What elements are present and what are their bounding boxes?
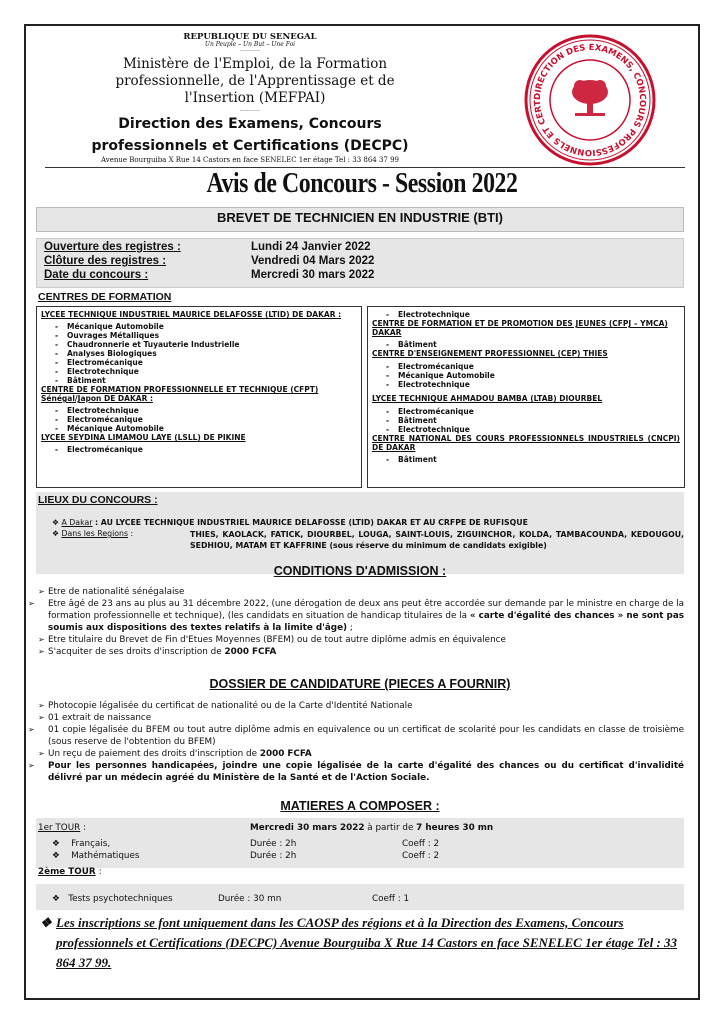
list-item: - Electromécanique [41,415,357,424]
list-item: ➢ Etre de nationalité sénégalaise [38,587,185,597]
lieux-regions-text: THIES, KAOLACK, FATICK, DIOURBEL, LOUGA, SAINT-LOUIS, ZIGUINCHOR, KOLDA, TAMBACOUNDA, KEDOUGOU, SEDHIOU, MATAM ET KAFFRINE (sous réserve du minimum de candidats exigible) [190,530,684,550]
list-item: ➢ S'acquiter de ses droits d'inscription de 2000 FCFA [38,647,277,657]
centre-name: CENTRE NATIONAL DES COURS PROFESSIONNELS INDUSTRIELS (CNCPI) DE DAKAR [372,434,680,452]
republic-heading: REPUBLIQUE DU SENEGAL [183,32,317,42]
lieux-title: LIEUX DU CONCOURS : [38,494,158,506]
centre-name: LYCEE TECHNIQUE AHMADOU BAMBA (LTAB) DIOURBEL [372,394,603,403]
direction-line-1: Direction des Examens, Concours [118,116,382,132]
list-item: ➢ 01 copie légalisée du BFEM ou tout autre diplôme admis en equivalence ou un certificat de scolarité pour les candidats en classe de troisième (sous reserve de l'obtention du BFEM) [28,725,684,747]
centre-name: LYCEE SEYDINA LIMAMOU LAYE (LSLL) DE PIKINE [41,433,246,442]
tour1-label: 1er TOUR : [38,823,87,833]
subject-duration: Durée : 2h [250,851,297,861]
list-item: - Electrotechnique [372,380,680,389]
diamond-bullet-icon: ❖ [52,518,59,527]
subject-name: ❖ Tests psychotechniques [52,894,173,904]
list-item: - Chaudronnerie et Tuyauterie Industrielle [41,340,357,349]
separator: ------------ [239,48,261,54]
tour2-label: 2ème TOUR : [38,867,102,877]
tour1-schedule: Mercredi 30 mars 2022 à partir de 7 heures 30 mn [250,823,494,833]
list-item: - Electrotechnique [41,406,357,415]
direction-line-2: professionnels et Certifications (DECPC) [91,138,409,154]
list-item: ➢ Etre âgé de 23 ans au plus au 31 décembre 2022, (une dérogation de deux ans peut être accordée sur demande par le ministre en charge de la formation professionnelle et technique), (les candidats en situation de handicap titulaires de la « carte d'égalité des chances » ne sont pas soumis aux dispositions des textes relatifs à la limite d'âge) ; [28,599,685,633]
list-item: - Bâtiment [372,340,680,349]
subject-duration: Durée : 30 mn [218,894,282,904]
ministry-line-3: l'Insertion (MEFPAI) [184,90,326,106]
centres-right-box [367,306,685,488]
official-stamp [520,30,660,170]
list-item: - Electrotechnique [372,425,680,434]
dossier-title: DOSSIER DE CANDIDATURE (PIECES A FOURNIR) [209,677,511,691]
diamond-bullet-icon: ❖ [52,851,60,861]
centre-name: CENTRE DE FORMATION ET DE PROMOTION DES JEUNES (CFPJ – YMCA) DAKAR [372,319,668,337]
national-motto: Un Peuple – Un But – Une Foi [204,41,296,48]
conditions-title: CONDITIONS D'ADMISSION : [273,564,447,578]
direction-name [30,113,470,157]
list-item: - Electromécanique [41,445,357,454]
list-item: - Ouvrages Métalliques [41,331,357,340]
list-item: ➢ 01 extrait de naissance [38,713,152,723]
diamond-bullet-icon: ❖ [52,529,59,538]
centres-left-box [36,306,362,488]
date-value-exam: Mercredi 30 mars 2022 [251,269,375,281]
page-title: Avis de Concours - Session 2022 [206,168,518,199]
subject-duration: Durée : 2h [250,839,297,849]
centre-name: CENTRE D'ENSEIGNEMENT PROFESSIONNEL (CEP) THIES [372,349,608,358]
header-address: Avenue Bourguiba X Rue 14 Castors en face SENELEC 1er étage Tel : 33 864 37 99 [101,156,399,164]
diamond-bullet-icon: ❖ [52,839,60,849]
list-item: - Mécanique Automobile [41,322,357,331]
list-item: - Bâtiment [372,416,680,425]
lieux-regions-label: ❖ Dans les Regions : [52,529,134,538]
subject-name: ❖ Français, [52,839,111,849]
subject-coeff: Coeff : 1 [372,894,410,904]
centre-name: CENTRE DE FORMATION PROFESSIONNELLE ET TECHNIQUE (CFPT) Sénégal/Japon DE DAKAR : [41,385,319,403]
conditions-list [28,586,685,658]
list-item: - Electromécanique [41,358,357,367]
matieres-title: MATIERES A COMPOSER : [280,799,440,813]
ministry-line-2: professionnelle, de l'Apprentissage et de [115,73,395,89]
centre-name: LYCEE TECHNIQUE INDUSTRIEL MAURICE DELAFOSSE (LTID) DE DAKAR : [41,310,342,319]
subtitle: BREVET DE TECHNICIEN EN INDUSTRIE (BTI) [216,210,503,225]
diamond-bullet-icon: ❖ [52,894,60,904]
separator-2: ------------ [239,108,261,114]
lieux-dakar: ❖ A Dakar : AU LYCEE TECHNIQUE INDUSTRIEL MAURICE DELAFOSSE (LTID) DAKAR ET AU CRFPE DE RUFISQUE [52,518,528,527]
stamp-ring-text: DIRECTION DES EXAMENS, CONCOURS PROFESSIONNELS ET CERT [532,42,648,158]
list-item: ➢ Un reçu de paiement des droits d'inscription de 2000 FCFA [38,749,312,759]
date-value-opening: Lundi 24 Janvier 2022 [251,241,371,253]
date-label-closing: Clôture des registres : [44,255,167,267]
subject-name: ❖ Mathématiques [52,851,140,861]
dossier-list [28,700,684,784]
subject-coeff: Coeff : 2 [402,851,440,861]
ministry-line-1: Ministère de l'Emploi, de la Formation [122,56,388,72]
date-label-opening: Ouverture des registres : [44,241,181,253]
list-item: - Analyses Biologiques [41,349,357,358]
centres-title: CENTRES DE FORMATION [38,291,172,303]
list-item: - Mécanique Automobile [41,424,357,433]
subject-coeff: Coeff : 2 [402,839,440,849]
diamond-bullet-icon: ❖ [40,915,52,930]
date-label-exam: Date du concours : [44,269,149,281]
list-item: - Bâtiment [372,455,680,464]
list-item: ➢ Photocopie légalisée du certificat de nationalité ou de la Carte d'Identité Nationale [38,701,413,711]
date-value-closing: Vendredi 04 Mars 2022 [251,255,375,267]
list-item: - Bâtiment [41,376,357,385]
list-item: - Electrotechnique [372,310,680,319]
list-item: - Electrotechnique [41,367,357,376]
registration-notice: ❖ Les inscriptions se font uniquement dans les CAOSP des régions et à la Direction des Examens, Concours professionnels et Certifications (DECPC) Avenue Bourguiba X Rue 14 Castors en face SENELEC 1er étage Tel : 33 864 37 99. [40,915,678,970]
list-item: ➢ Pour les personnes handicapées, joindre une copie légalisée de la carte d'égalité des chances ou du certificat d'invalidité délivré par un médecin agréé du Ministère de la Santé et de l'Action Sociale. [28,761,684,783]
list-item: - Electromécanique [372,407,680,416]
list-item: ➢ Etre titulaire du Brevet de Fin d'Etues Moyennes (BFEM) ou de tout autre diplôme admis en équivalence [38,635,506,645]
ministry-name [70,56,440,107]
list-item: - Electromécanique [372,362,680,371]
list-item: - Mécanique Automobile [372,371,680,380]
